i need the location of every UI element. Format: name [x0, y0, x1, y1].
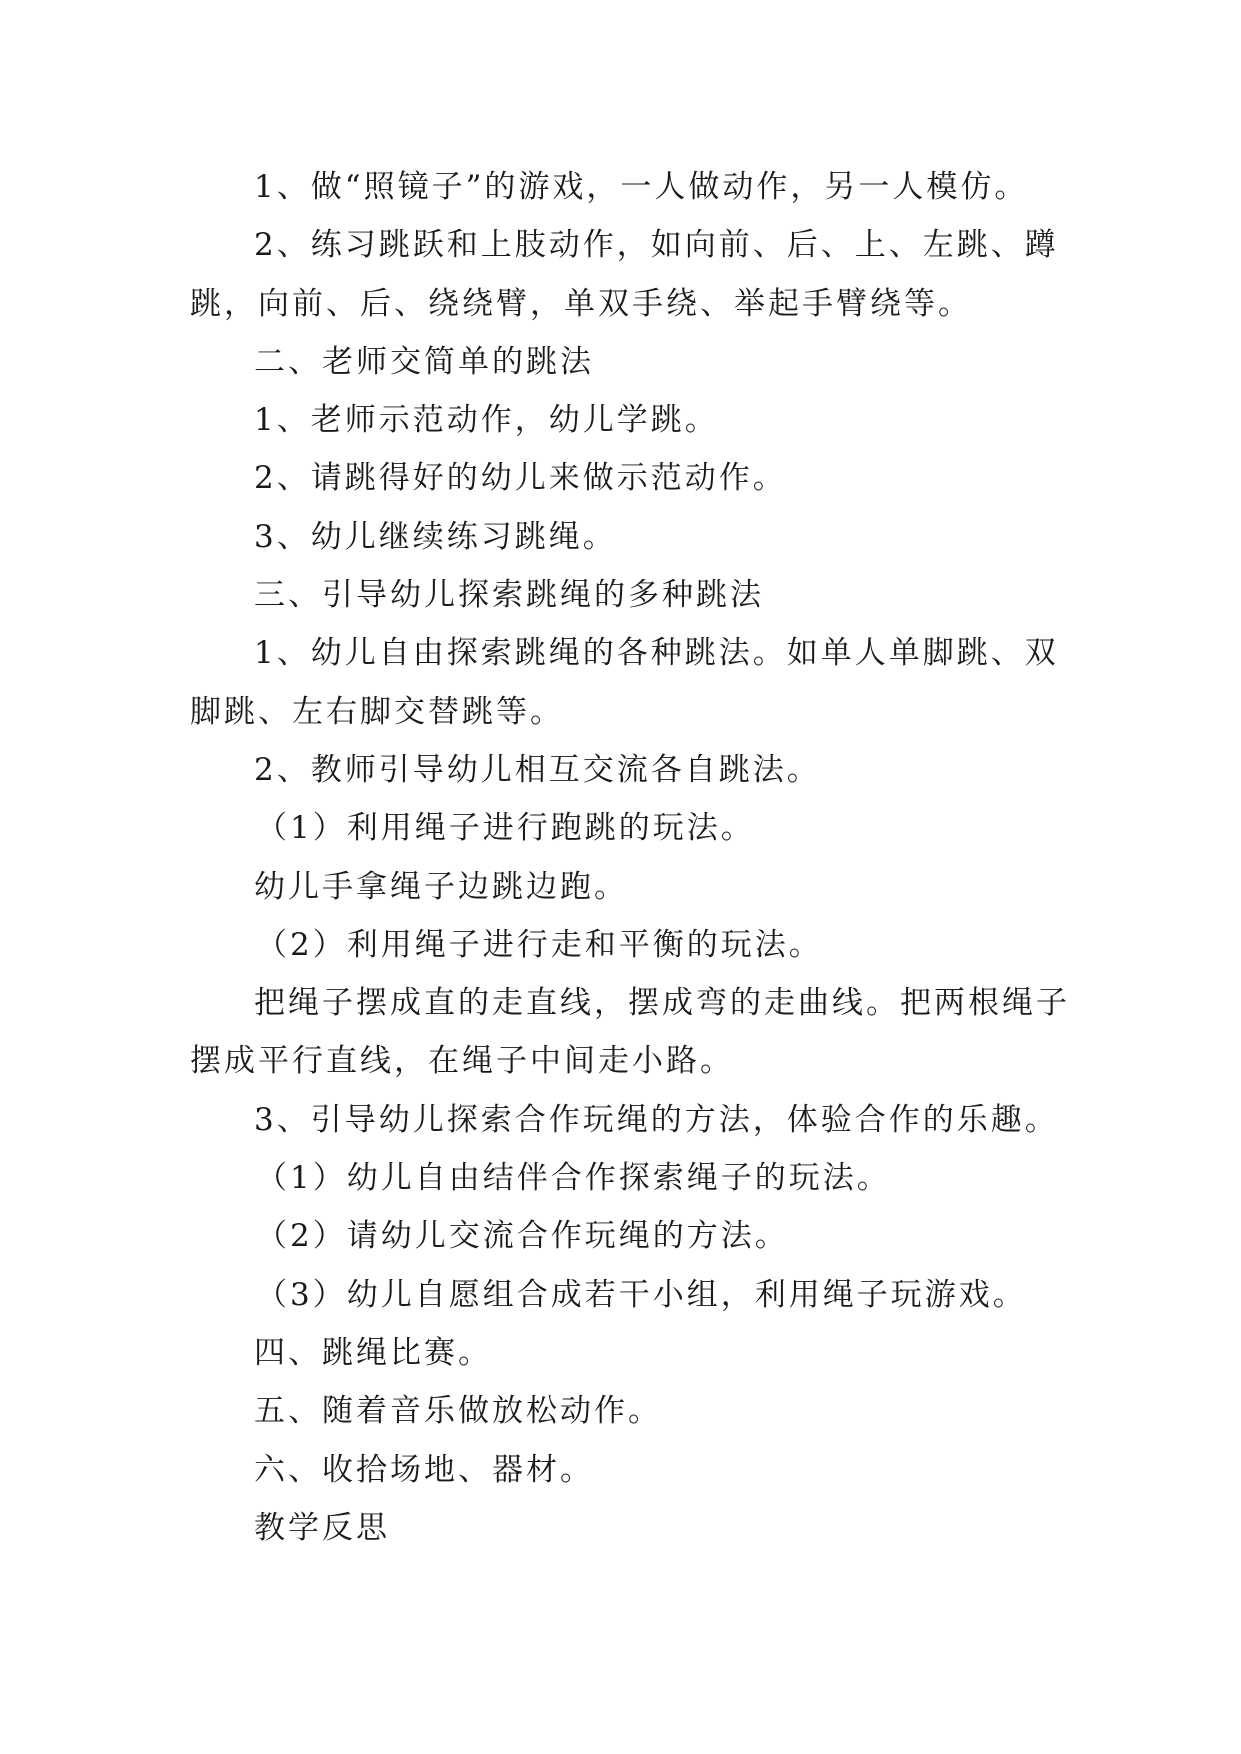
paragraph-line: 2、练习跳跃和上肢动作，如向前、后、上、左跳、蹲	[254, 227, 1059, 264]
paragraph-line: 把绳子摆成直的走直线，摆成弯的走曲线。把两根绳子	[254, 985, 1070, 1022]
paragraph-line: 3、引导幼儿探索合作玩绳的方法，体验合作的乐趣。	[254, 1101, 1059, 1138]
paragraph-line: 脚跳、左右脚交替跳等。	[190, 693, 564, 730]
paragraph-line: 跳，向前、后、绕绕臂，单双手绕、举起手臂绕等。	[190, 285, 972, 322]
paragraph-line: （2）利用绳子进行走和平衡的玩法。	[256, 926, 823, 963]
section-heading: 三、引导幼儿探索跳绳的多种跳法	[254, 577, 764, 614]
paragraph-line: （1）幼儿自由结伴合作探索绳子的玩法。	[256, 1160, 891, 1197]
paragraph-line: （2）请幼儿交流合作玩绳的方法。	[256, 1218, 789, 1255]
paragraph-line: 幼儿手拿绳子边跳边跑。	[254, 868, 628, 905]
section-heading: 教学反思	[254, 1509, 390, 1546]
section-heading: 四、跳绳比赛。	[254, 1334, 492, 1371]
paragraph-line: （3）幼儿自愿组合成若干小组，利用绳子玩游戏。	[256, 1276, 1027, 1313]
paragraph-line: 摆成平行直线，在绳子中间走小路。	[190, 1043, 734, 1080]
paragraph-line: 1、做“照镜子”的游戏，一人做动作，另一人模仿。	[254, 169, 1029, 205]
section-heading: 五、随着音乐做放松动作。	[254, 1393, 662, 1430]
paragraph-line: 3、幼儿继续练习跳绳。	[254, 518, 617, 555]
section-heading: 六、收拾场地、器材。	[254, 1451, 594, 1488]
paragraph-line: 1、幼儿自由探索跳绳的各种跳法。如单人单脚跳、双	[254, 635, 1059, 672]
section-heading: 二、老师交简单的跳法	[254, 343, 594, 380]
paragraph-line: 1、老师示范动作，幼儿学跳。	[254, 402, 719, 439]
document-body	[190, 158, 1070, 1557]
paragraph-line: 2、教师引导幼儿相互交流各自跳法。	[254, 751, 821, 788]
paragraph-line: 2、请跳得好的幼儿来做示范动作。	[254, 460, 787, 497]
paragraph-line: （1）利用绳子进行跑跳的玩法。	[256, 810, 755, 847]
